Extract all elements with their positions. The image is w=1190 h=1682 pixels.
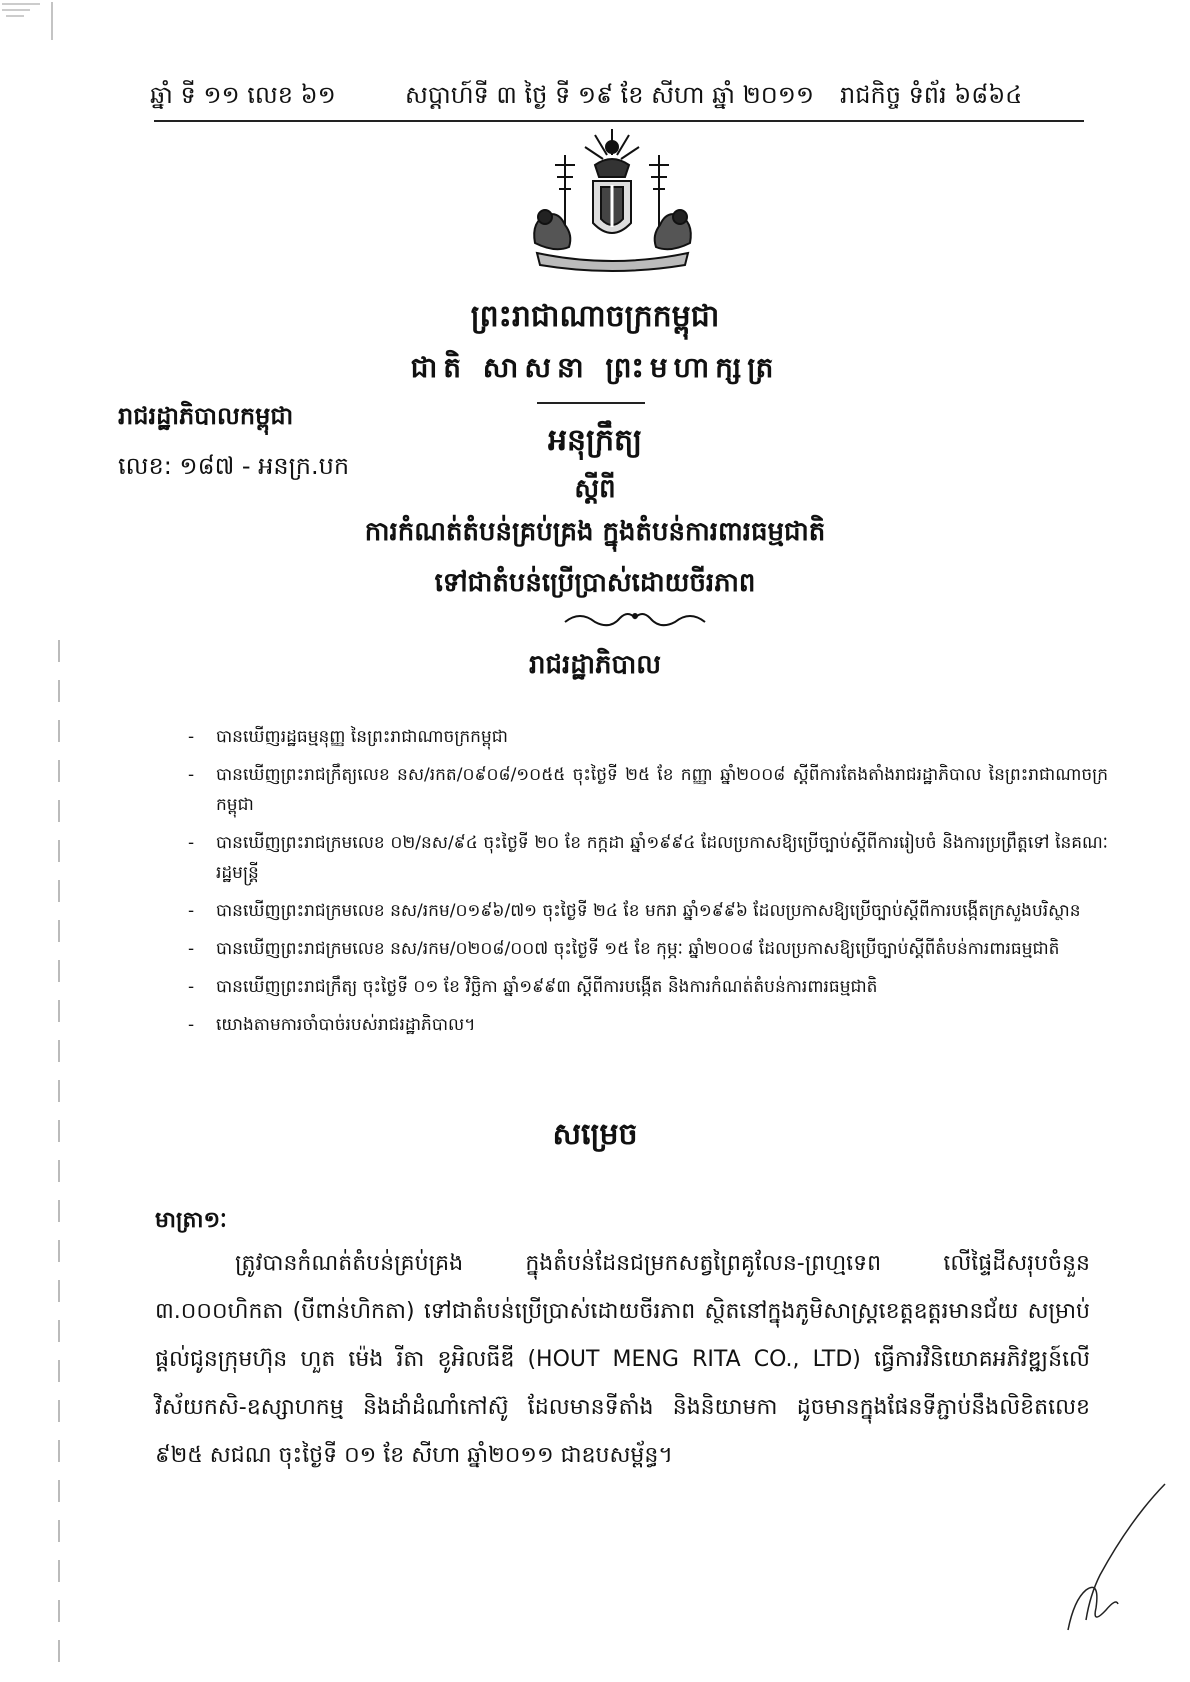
list-item — [188, 972, 1108, 1002]
royal-coat-of-arms-icon — [525, 125, 700, 275]
list-item — [188, 760, 1108, 820]
list-item — [188, 896, 1108, 926]
list-marker: - — [188, 727, 195, 747]
considerations-list — [188, 722, 1108, 1048]
gazette-header — [150, 72, 1090, 122]
decision-heading: សម្រេច — [552, 1117, 638, 1152]
document-number: លេខ: ១៨៧ - អនក្រ.បក — [118, 452, 350, 480]
motto-divider — [537, 402, 645, 404]
consideration-text: បានឃើញព្រះរាជក្រឹត្យ ចុះថ្ងៃទី ០១ ខែ វិច្ឆិកា ឆ្នាំ១៩៩៣ ស្តីពីការបង្កើត និងការកំណត់តំបន់ការពារធម្មជាតិ — [216, 977, 878, 997]
kingdom-title: ព្រះរាជាណាចក្រកម្ពុជា — [470, 299, 720, 334]
document-type: អនុក្រឹត្យ — [547, 423, 643, 458]
issuing-government: រាជរដ្ឋាភិបាលកម្ពុជា — [118, 402, 294, 430]
initial-signature-icon — [1060, 1480, 1170, 1640]
list-marker: - — [188, 901, 195, 921]
ornament-flourish-icon — [560, 608, 710, 630]
header-year-issue: ឆ្នាំ ទី ១១ លេខ ៦១ — [150, 81, 336, 109]
list-marker: - — [188, 939, 195, 959]
consideration-text: បានឃើញព្រះរាជក្រមលេខ នស/រកម/០២០៨/០០៧ ចុះថ្ងៃទី ១៥ ខែ កុម្ភៈ ឆ្នាំ២០០៨ ដែលប្រកាសឱ្យប្រើច្បាប់ស្តីពីតំបន់ការពារធម្មជាតិ — [216, 939, 1060, 959]
header-gazette-page: រាជកិច្ច ទំព័រ ៦៨៦៤ — [840, 81, 1023, 109]
national-motto: ជាតិ សាសនា ព្រះមហាក្សត្រ — [410, 351, 780, 384]
government-heading: រាជរដ្ឋាភិបាល — [528, 650, 662, 680]
list-marker: - — [188, 1015, 195, 1035]
consideration-text: បានឃើញព្រះរាជក្រមលេខ នស/រកម/០១៩៦/៧១ ចុះថ្ងៃទី ២៤ ខែ មករា ឆ្នាំ១៩៩៦ ដែលប្រកាសឱ្យប្រើច្បាប់ស្តីពីការបង្កើតក្រសួងបរិស្ថាន — [216, 901, 1081, 921]
scan-artifact-icon — [0, 0, 60, 60]
article-1-body: ត្រូវបានកំណត់តំបន់គ្រប់គ្រង ក្នុងតំបន់ដែនជម្រកសត្វព្រៃគូលែន-ព្រហ្មទេព លើផ្ទៃដីសរុបចំនួន ៣.០០០ហិកតា (បីពាន់ហិកតា) ទៅជាតំបន់ប្រើប្រាស់ដោយចីរភាព ស្ថិតនៅក្នុងភូមិសាស្ត្រខេត្តឧត្តរមានជ័យ សម្រាប់ផ្តល់ជូនក្រុមហ៊ុន ហួត ម៉េង រីតា ខូអិលធីឌី (HOUT MENG RITA CO., LTD) ធ្វើការវិនិយោគអភិវឌ្ឍន៍លើវិស័យកសិ-ឧស្សាហកម្ម និងដាំដំណាំកៅស៊ូ ដែលមានទីតាំង និងនិយាមកា ដូចមានក្នុងផែនទីភ្ជាប់នឹងលិខិតលេខ ៩២៥ សជណ ចុះថ្ងៃទី ០១ ខែ សីហា ឆ្នាំ២០១១ ជាឧបសម្ព័ន្ធ។ — [155, 1251, 1090, 1468]
list-marker: - — [188, 977, 195, 997]
header-divider — [154, 120, 1084, 122]
list-item — [188, 722, 1108, 752]
list-item — [188, 1010, 1108, 1040]
article-1-label: មាត្រា១ៈ — [155, 1208, 227, 1233]
consideration-text: យោងតាមការចាំបាច់របស់រាជរដ្ឋាភិបាល។ — [216, 1015, 476, 1035]
list-marker: - — [188, 833, 195, 853]
list-item — [188, 934, 1108, 964]
consideration-text: បានឃើញរដ្ឋធម្មនុញ្ញ នៃព្រះរាជាណាចក្រកម្ពុជា — [216, 727, 508, 747]
document-title-line1: ការកំណត់តំបន់គ្រប់គ្រង ក្នុងតំបន់ការពារធម្មជាតិ — [364, 517, 826, 547]
list-item — [188, 828, 1108, 888]
consideration-text: បានឃើញព្រះរាជក្រឹត្យលេខ នស/រកត/០៩០៨/១០៥៥ ចុះថ្ងៃទី ២៥ ខែ កញ្ញា ឆ្នាំ២០០៨ ស្តីពីការតែងតាំងរាជរដ្ឋាភិបាល នៃព្រះរាជាណាចក្រកម្ពុជា — [216, 765, 1108, 815]
list-marker: - — [188, 765, 195, 785]
document-title-line2: ទៅជាតំបន់ប្រើប្រាស់ដោយចីរភាព — [434, 568, 756, 598]
header-week-date: សប្តាហ៍ទី ៣ ថ្ងៃ ទី ១៩ ខែ សីហា ឆ្នាំ ២០១១ — [405, 81, 815, 109]
consideration-text: បានឃើញព្រះរាជក្រមលេខ ០២/នស/៩៤ ចុះថ្ងៃទី ២០ ខែ កក្កដា ឆ្នាំ១៩៩៤ ដែលប្រកាសឱ្យប្រើច្បាប់ស្តីពីការរៀបចំ និងការប្រព្រឹត្តទៅ នៃគណៈរដ្ឋមន្ត្រី — [216, 833, 1108, 883]
document-about: ស្តីពី — [574, 474, 616, 504]
scan-edge-artifact — [58, 640, 60, 1680]
